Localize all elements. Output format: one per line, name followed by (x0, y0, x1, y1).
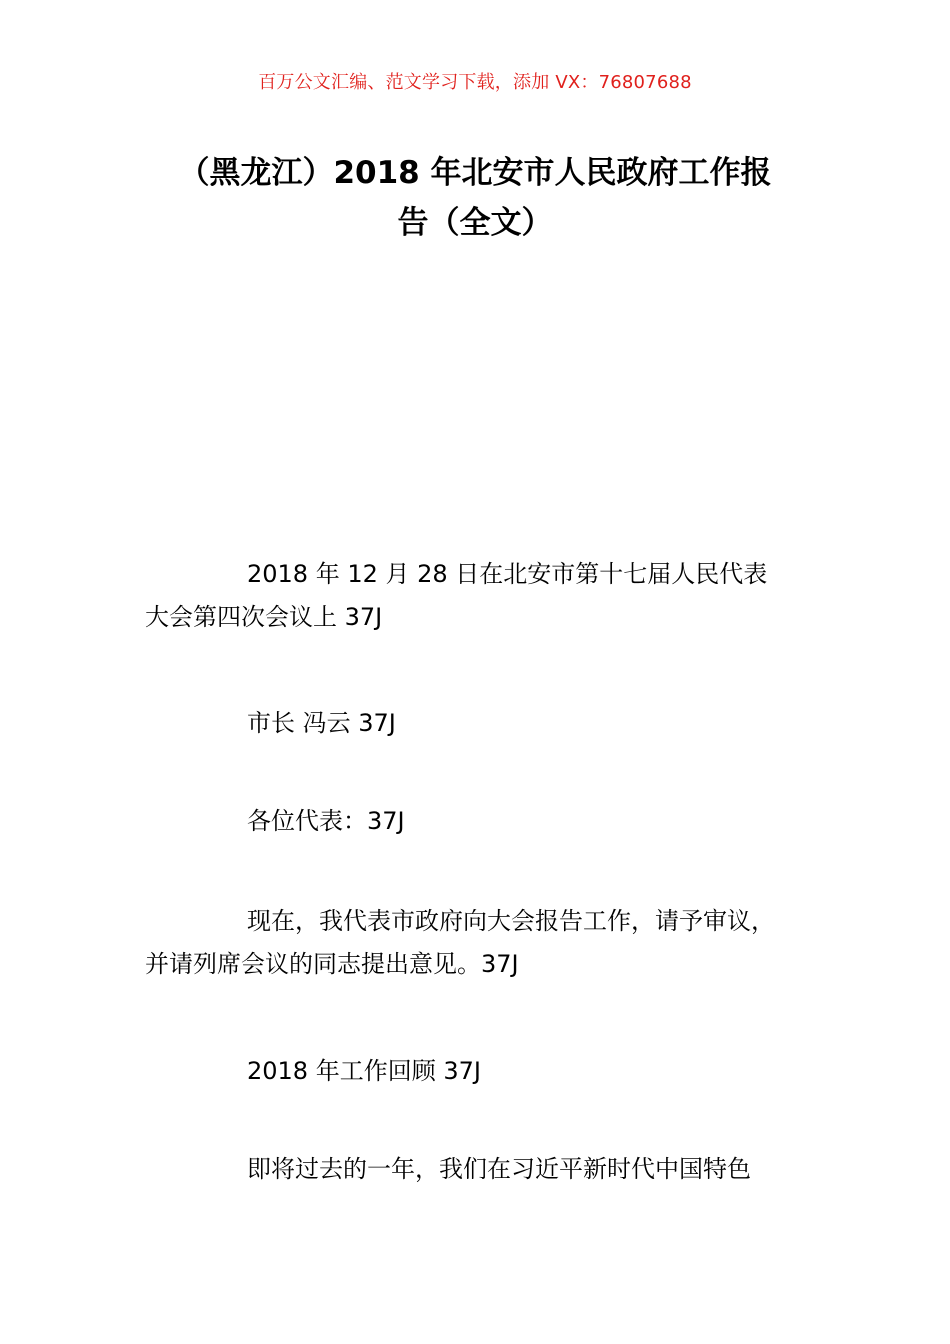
paragraph-line: 2018 年 12 月 28 日在北安市第十七届人民代表 (247, 560, 768, 588)
paragraph-salutation (145, 800, 835, 843)
paragraph-intro (145, 900, 835, 986)
paragraph-line: 各位代表：37J (247, 807, 405, 835)
title-line-1: （黑龙江）2018 年北安市人民政府工作报 (178, 155, 772, 191)
paragraph-speaker (145, 702, 835, 745)
section-heading-review (145, 1050, 835, 1093)
paragraph-line: 2018 年工作回顾 37J (247, 1057, 481, 1085)
paragraph-date-venue (145, 553, 835, 639)
title-line-2: 告（全文） (397, 205, 553, 241)
paragraph-review-start (145, 1148, 835, 1191)
paragraph-line: 即将过去的一年，我们在习近平新时代中国特色 (247, 1155, 751, 1183)
paragraph-line: 大会第四次会议上 37J (145, 603, 383, 631)
document-title (120, 148, 830, 248)
paragraph-line: 市长 冯云 37J (247, 709, 396, 737)
paragraph-line: 现在，我代表市政府向大会报告工作，请予审议， (247, 907, 775, 935)
header-note: 百万公文汇编、范文学习下载，添加 VX：76807688 (258, 72, 692, 93)
paragraph-line: 并请列席会议的同志提出意见。37J (145, 950, 519, 978)
